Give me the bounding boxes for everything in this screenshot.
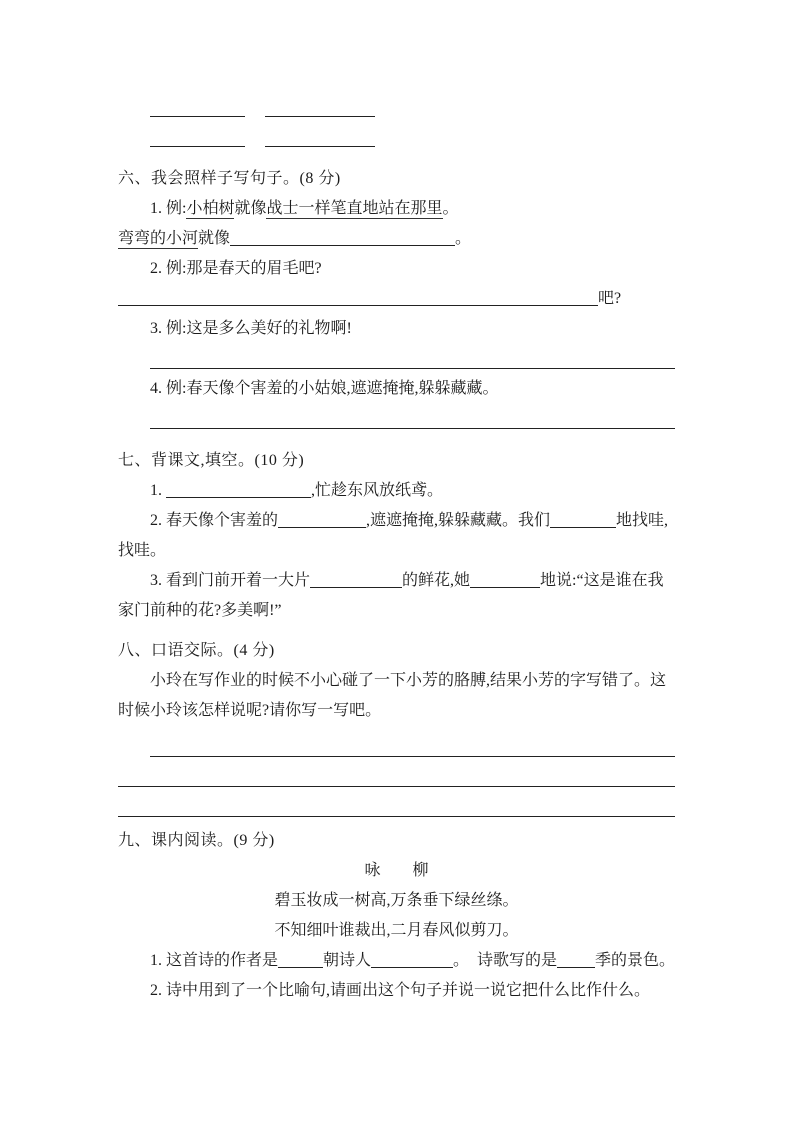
section-seven-heading: 七、背课文,填空。(10 分) — [118, 452, 305, 469]
answer-line — [118, 792, 675, 817]
plain-text: 的鲜花,她 — [402, 572, 471, 589]
section-eight-heading: 八、口语交际。(4 分) — [118, 642, 275, 659]
fill-blank — [310, 569, 402, 588]
plain-text: 。 — [442, 200, 459, 217]
word-blank-row-2 — [118, 122, 675, 152]
nine-question-1 — [118, 946, 675, 976]
fill-blank — [166, 479, 311, 498]
fill-blank — [278, 949, 323, 968]
eight-answer-line-3 — [118, 792, 675, 822]
plain-text: 1. 这首诗的作者是 — [150, 952, 279, 969]
answer-line — [118, 762, 675, 787]
fill-blank — [470, 569, 540, 588]
word-blank — [265, 92, 375, 117]
plain-text: 就像 — [234, 200, 267, 217]
plain-text: 季的景色。 — [595, 952, 676, 969]
seven-item3-line2: 家门前种的花?多美啊!” — [118, 602, 282, 619]
word-blank-row-1 — [118, 92, 675, 122]
section-nine-heading: 九、课内阅读。(9 分) — [118, 832, 275, 849]
poem-line-2: 不知细叶谁裁出,二月春风似剪刀。 — [274, 922, 519, 939]
answer-line — [150, 344, 675, 369]
six-item2-answer-line — [118, 284, 675, 314]
plain-text: 。 — [455, 230, 472, 247]
plain-text: 3. 看到门前开着一大片 — [150, 572, 311, 589]
section-six-heading: 六、我会照样子写句子。(8 分) — [118, 170, 341, 187]
six-item1-answer-line — [118, 224, 675, 254]
plain-text: ,遮遮掩掩,躲躲藏藏。我们 — [366, 512, 551, 529]
plain-text: 地找哇, — [616, 512, 669, 529]
underlined-text: 弯弯的小河 — [118, 230, 199, 247]
fill-blank — [371, 949, 453, 968]
word-blank — [150, 122, 245, 147]
answer-blank — [118, 287, 598, 306]
poem-title: 咏 柳 — [364, 862, 429, 879]
poem-line-1: 碧玉妆成一树高,万条垂下绿丝绦。 — [274, 892, 519, 909]
six-item3-example: 3. 例:这是多么美好的礼物啊! — [150, 320, 352, 337]
seven-item3-line1 — [118, 566, 675, 596]
plain-text: 吧? — [598, 290, 622, 307]
fill-blank — [550, 509, 616, 528]
six-item1-example — [118, 194, 675, 224]
eight-answer-line-1 — [118, 732, 675, 762]
underlined-text: 战士一样笔直地站在那里 — [266, 200, 443, 217]
six-item4-example: 4. 例:春天像个害羞的小姑娘,遮遮掩掩,躲躲藏藏。 — [150, 380, 499, 397]
six-item4-answer-line — [118, 404, 675, 434]
seven-item2-line2: 找哇。 — [118, 542, 167, 559]
seven-item2-line1 — [118, 506, 675, 536]
plain-text: 2. 春天像个害羞的 — [150, 512, 279, 529]
plain-text: 朝诗人 — [323, 952, 372, 969]
item-number: 1. 例: — [150, 200, 187, 217]
answer-line — [150, 732, 675, 757]
word-blank — [265, 122, 375, 147]
plain-text: 。 诗歌写的是 — [453, 952, 558, 969]
underlined-text: 小柏树 — [186, 200, 235, 217]
item-number: 1. — [150, 482, 166, 499]
plain-text: 地说:“这是谁在我 — [540, 572, 664, 589]
answer-line — [150, 404, 675, 429]
plain-text: 就像 — [198, 230, 231, 247]
nine-question-2: 2. 诗中用到了一个比喻句,请画出这个句子并说一说它把什么比作什么。 — [150, 982, 651, 999]
answer-blank — [230, 227, 455, 246]
word-blank — [150, 92, 245, 117]
six-item2-example: 2. 例:那是春天的眉毛吧? — [150, 260, 322, 277]
eight-paragraph-line1: 小玲在写作业的时候不小心碰了一下小芳的胳膊,结果小芳的字写错了。这 — [150, 672, 667, 689]
fill-blank — [557, 949, 595, 968]
seven-item1 — [118, 476, 675, 506]
eight-paragraph-line2: 时候小玲该怎样说呢?请你写一写吧。 — [118, 702, 382, 719]
fill-blank — [278, 509, 366, 528]
plain-text: ,忙趁东风放纸鸢。 — [311, 482, 444, 499]
six-item3-answer-line — [118, 344, 675, 374]
eight-answer-line-2 — [118, 762, 675, 792]
